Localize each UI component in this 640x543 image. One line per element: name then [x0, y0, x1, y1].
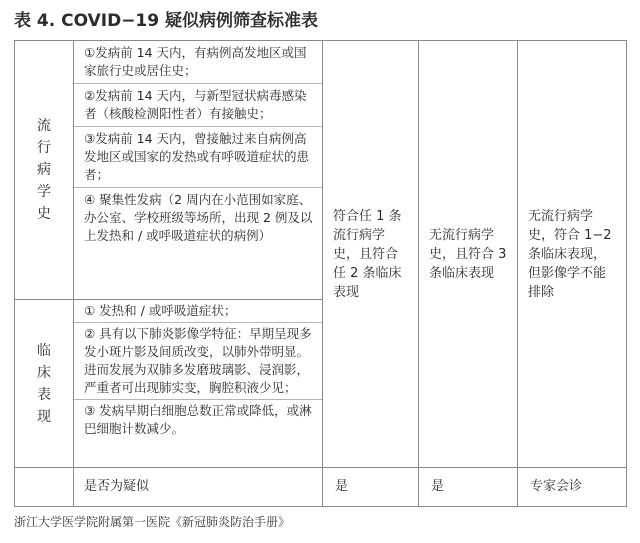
list-item: ① 发热和 / 或呼吸道症状； [74, 300, 322, 323]
condition-1: 符合任 1 条流行病学史，且符合任 2 条临床表现 [323, 41, 419, 468]
screening-criteria-table [14, 40, 627, 507]
category-clinical: 临床表现 [15, 300, 74, 468]
result-3: 专家会诊 [518, 468, 627, 507]
condition-3: 无流行病学史，符合 1−2 条临床表现，但影像学不能排除 [518, 41, 627, 468]
table-row [15, 41, 627, 300]
table-title: 表 4. COVID−19 疑似病例筛查标准表 [14, 11, 319, 31]
clinical-items [74, 300, 323, 468]
epidemiology-items [74, 41, 323, 300]
list-item: ③ 发病早期白细胞总数正常或降低，或淋巴细胞计数减少。 [84, 403, 312, 436]
list-item: ② 具有以下肺炎影像学特征：早期呈现多发小斑片影及间质改变，以肺外带明显。进而发展为双肺多发磨玻璃影、浸润影，严重者可出现肺实变，胸腔积液少见； [74, 323, 322, 400]
list-item: ④ 聚集性发病（2 周内在小范围如家庭、办公室、学校班级等场所，出现 2 例及以上发热和 / 或呼吸道症状的病例） [84, 192, 313, 243]
category-epidemiology: 流行病学史 [15, 41, 74, 300]
source-footnote: 浙江大学医学院附属第一医院《新冠肺炎防治手册》 [14, 515, 291, 529]
list-item: ②发病前 14 天内，与新型冠状病毒感染者（核酸检测阳性者）有接触史； [74, 84, 322, 127]
table-row [15, 468, 627, 507]
list-item: ①发病前 14 天内，有病例高发地区或国家旅行史或居住史； [74, 41, 322, 84]
result-2: 是 [419, 468, 518, 507]
result-1: 是 [323, 468, 419, 507]
condition-2: 无流行病学史，且符合 3 条临床表现 [419, 41, 518, 468]
suspected-label: 是否为疑似 [74, 468, 323, 507]
empty-cell [15, 468, 74, 507]
list-item: ③发病前 14 天内，曾接触过来自病例高发地区或国家的发热或有呼吸道症状的患者； [74, 127, 322, 188]
